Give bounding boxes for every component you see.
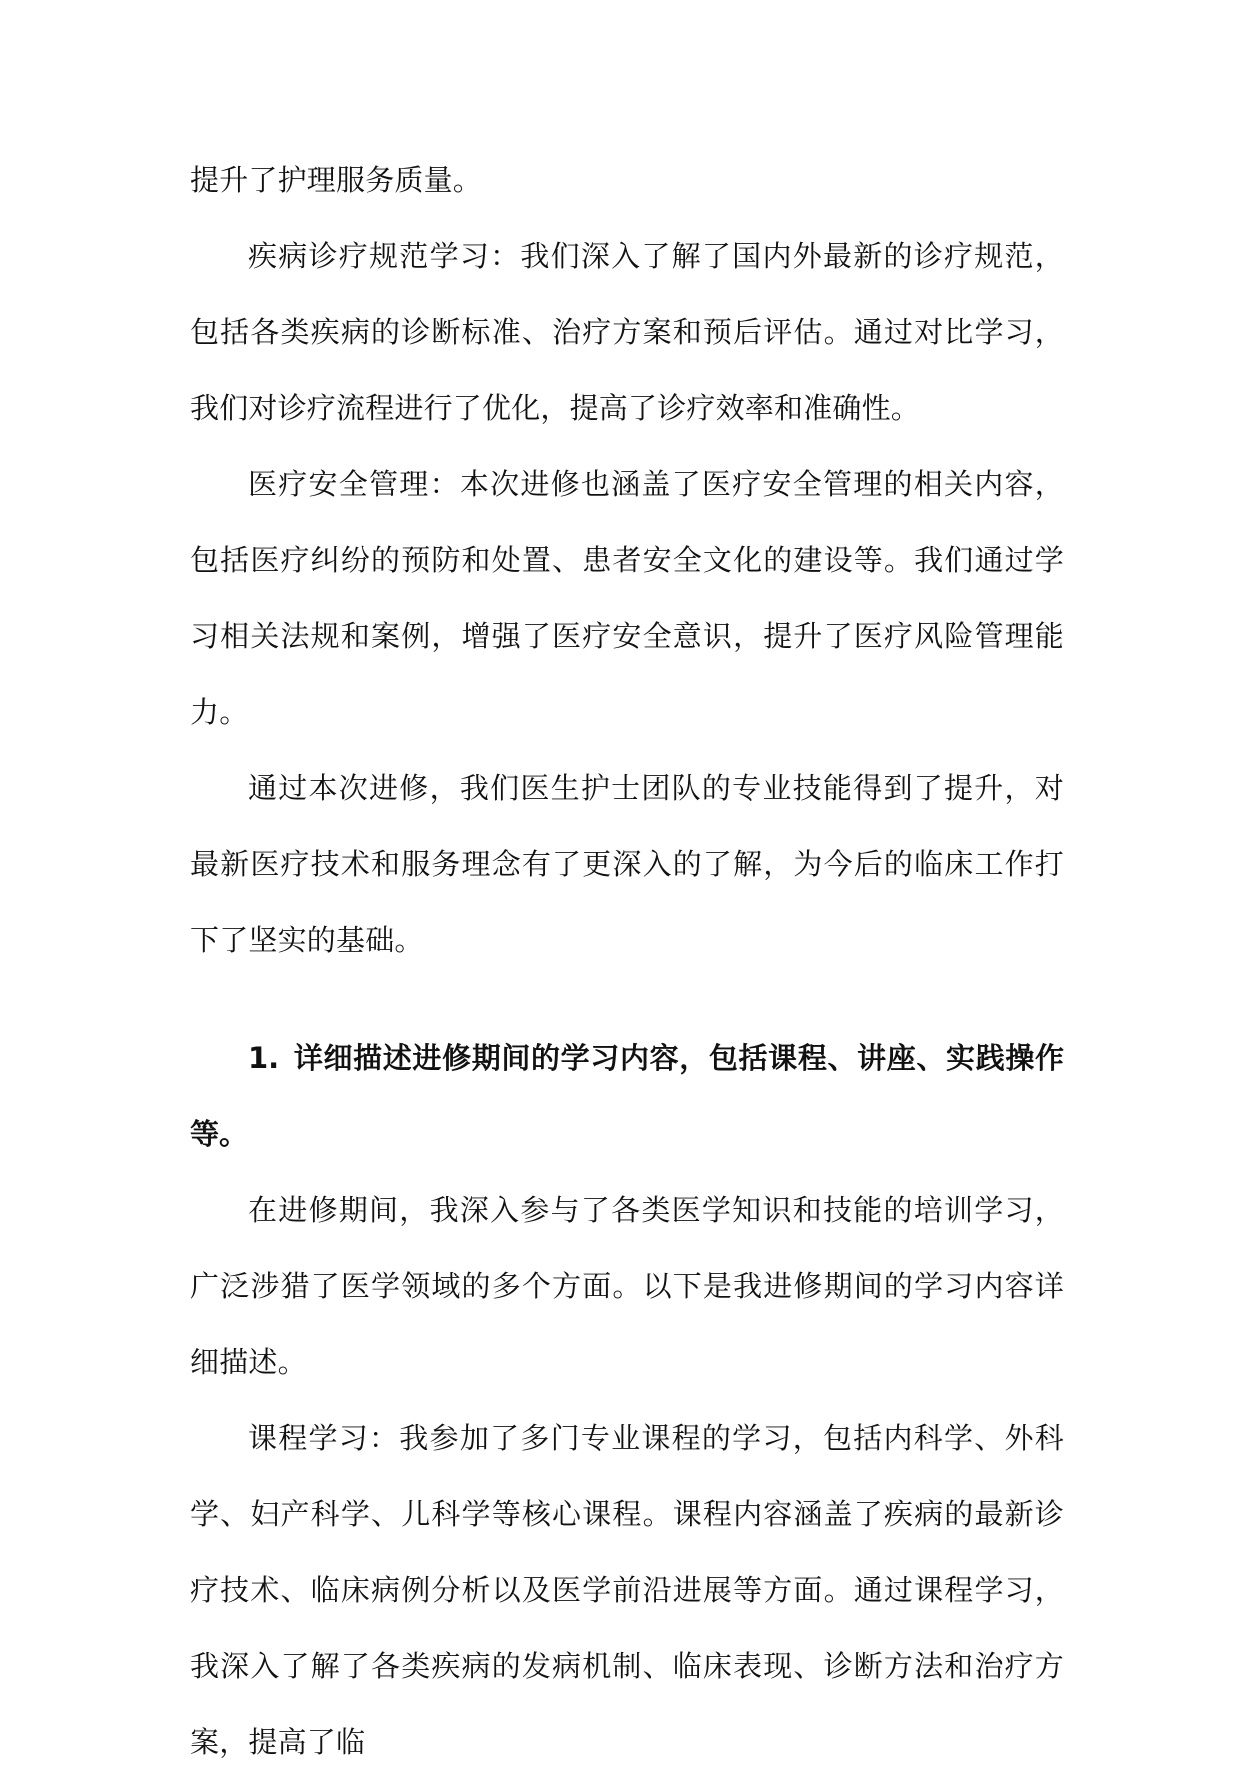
section-title: 详细描述进修期间的学习内容，包括课程、讲座、实践操作等。 [190, 1041, 1064, 1151]
paragraph-summary: 通过本次进修，我们医生护士团队的专业技能得到了提升，对最新医疗技术和服务理念有了更深入的了解，为今后的临床工作打下了坚实的基础。 [190, 771, 1064, 957]
paragraph-medical-safety: 医疗安全管理：本次进修也涵盖了医疗安全管理的相关内容，包括医疗纠纷的预防和处置、患者安全文化的建设等。我们通过学习相关法规和案例，增强了医疗安全意识，提升了医疗风险管理能力。 [190, 467, 1064, 729]
section-number: 1. [248, 1041, 280, 1075]
document-body [190, 142, 1064, 1780]
paragraph-continuation: 提升了护理服务质量。 [190, 163, 483, 197]
paragraph-course-study: 课程学习：我参加了多门专业课程的学习，包括内科学、外科学、妇产科学、儿科学等核心课程。课程内容涵盖了疾病的最新诊疗技术、临床病例分析以及医学前沿进展等方面。通过课程学习，我深入了解了各类疾病的发病机制、临床表现、诊断方法和治疗方案，提高了临 [190, 1421, 1064, 1759]
section-heading [190, 1020, 1064, 1172]
paragraph-diagnosis-standards: 疾病诊疗规范学习：我们深入了解了国内外最新的诊疗规范，包括各类疾病的诊断标准、治疗方案和预后评估。通过对比学习，我们对诊疗流程进行了优化，提高了诊疗效率和准确性。 [190, 239, 1064, 425]
paragraph-study-overview: 在进修期间，我深入参与了各类医学知识和技能的培训学习，广泛涉猎了医学领域的多个方面。以下是我进修期间的学习内容详细描述。 [190, 1193, 1064, 1379]
